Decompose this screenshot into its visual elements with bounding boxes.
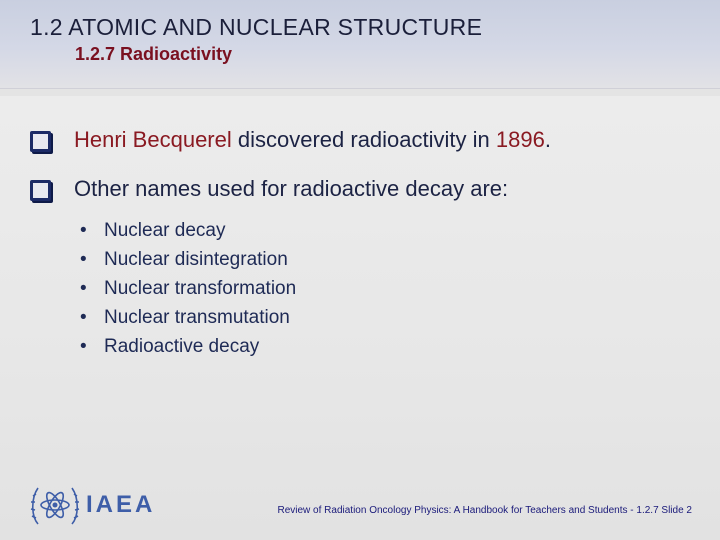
bullet-dot-icon: • [80,220,87,241]
checkbox-bullet-icon [30,131,51,152]
checkbox-bullet-icon [30,180,51,201]
bullet-dot-icon: • [80,278,87,299]
discovery-middle: discovered radioactivity in [231,127,496,152]
slide-subtitle: 1.2.7 Radioactivity [75,44,233,64]
bullet-dot-icon: • [80,249,87,270]
bullet-dot-icon: • [80,336,87,357]
slide-header [0,0,720,89]
slide-footer: Review of Radiation Oncology Physics: A Handbook for Teachers and Students - 1.2.7 Slide 2 [277,505,692,516]
iaea-wordmark: IAEA [86,491,156,518]
iaea-emblem-icon [28,480,82,530]
bullet-dot-icon: • [80,307,87,328]
iaea-logo [28,480,168,530]
discovery-year: 1896 [495,127,545,152]
discovery-suffix: . [544,127,551,152]
discovery-text [74,127,551,153]
slide-title: 1.2 ATOMIC AND NUCLEAR STRUCTURE [30,14,483,40]
discoverer-name: Henri Becquerel [74,127,232,152]
names-heading: Other names used for radioactive decay are: [74,176,509,201]
